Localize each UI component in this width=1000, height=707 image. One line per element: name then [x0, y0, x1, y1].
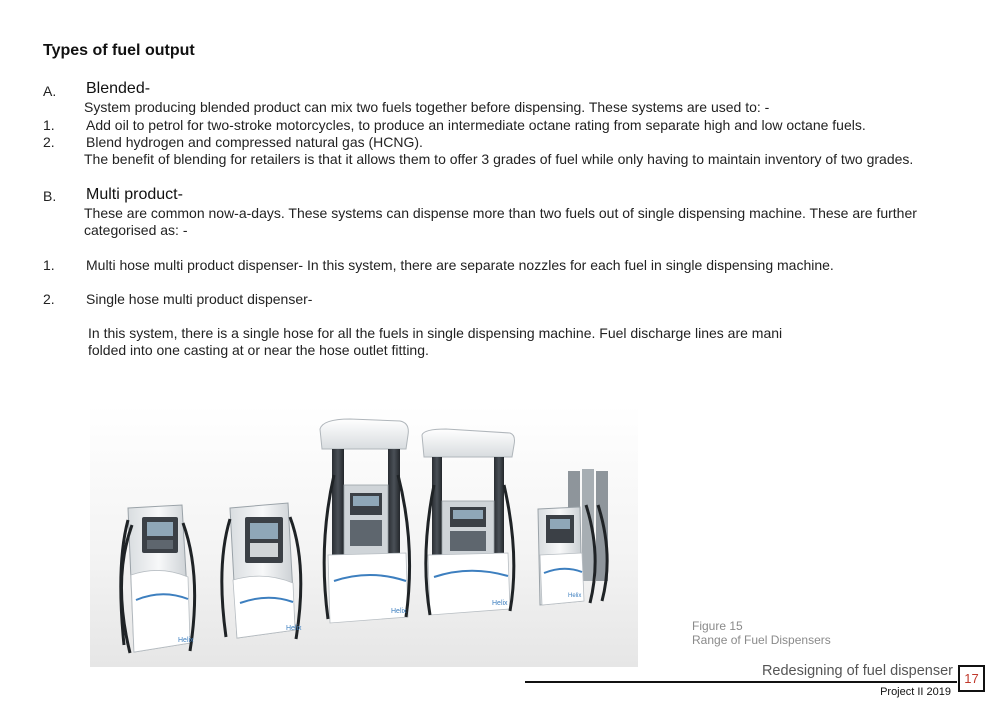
- section-b-heading: Multi product-: [86, 186, 183, 203]
- page-number: 17: [958, 665, 985, 692]
- section-b-item-2-text: Single hose multi product dispenser-: [86, 291, 313, 307]
- dispenser-4: [422, 429, 515, 615]
- section-a-heading: Blended-: [86, 80, 151, 97]
- footer-title: Redesigning of fuel dispenser: [761, 663, 953, 679]
- dispenser-4-brand: Helix: [492, 600, 508, 607]
- fuel-dispensers-illustration: [90, 405, 638, 667]
- section-b-intro-line-2: categorised as: -: [84, 222, 188, 238]
- section-b-item-2-number: 2.: [43, 291, 55, 307]
- section-b-item-1-number: 1.: [43, 257, 55, 273]
- dispenser-5-brand: Helix: [568, 593, 582, 599]
- footer-subtitle: Project II 2019: [880, 686, 951, 698]
- dispenser-2-brand: Helix: [286, 625, 302, 632]
- figure-label: Figure 15: [692, 619, 743, 633]
- figure-caption: Range of Fuel Dispensers: [692, 633, 831, 647]
- section-b-marker: B.: [43, 188, 57, 204]
- dispenser-1-brand: Helix: [178, 637, 194, 644]
- section-b-intro-line-1: These are common now-a-days. These systems can dispense more than two fuels out of single dispensing machine. These are further: [84, 205, 917, 221]
- section-a-benefit: The benefit of blending for retailers is that it allows them to offer 3 grades of fuel while only having to maintain inventory of two grades.: [84, 151, 914, 167]
- section-a-intro: System producing blended product can mix two fuels together before dispensing. These systems are used to: -: [84, 99, 770, 115]
- dispenser-3-brand: Helix: [391, 608, 407, 615]
- section-a-item-1-text: Add oil to petrol for two-stroke motorcycles, to produce an intermediate octane rating from separate high and low octane fuels.: [86, 117, 866, 133]
- section-b-detail-line-2: folded into one casting at or near the hose outlet fitting.: [88, 342, 429, 358]
- page-title: Types of fuel output: [43, 42, 195, 59]
- section-a-item-2-number: 2.: [43, 134, 55, 150]
- section-b-item-1-text: Multi hose multi product dispenser- In this system, there are separate nozzles for each fuel in single dispensing machine.: [86, 257, 834, 273]
- section-a-item-2-text: Blend hydrogen and compressed natural gas (HCNG).: [86, 134, 423, 150]
- section-a-marker: A.: [43, 83, 57, 99]
- section-a-item-1-number: 1.: [43, 117, 55, 133]
- footer-divider: [525, 681, 957, 683]
- section-b-detail-line-1: In this system, there is a single hose for all the fuels in single dispensing machine. Fuel discharge lines are mani: [88, 325, 783, 341]
- fuel-dispensers-photo: [90, 405, 638, 667]
